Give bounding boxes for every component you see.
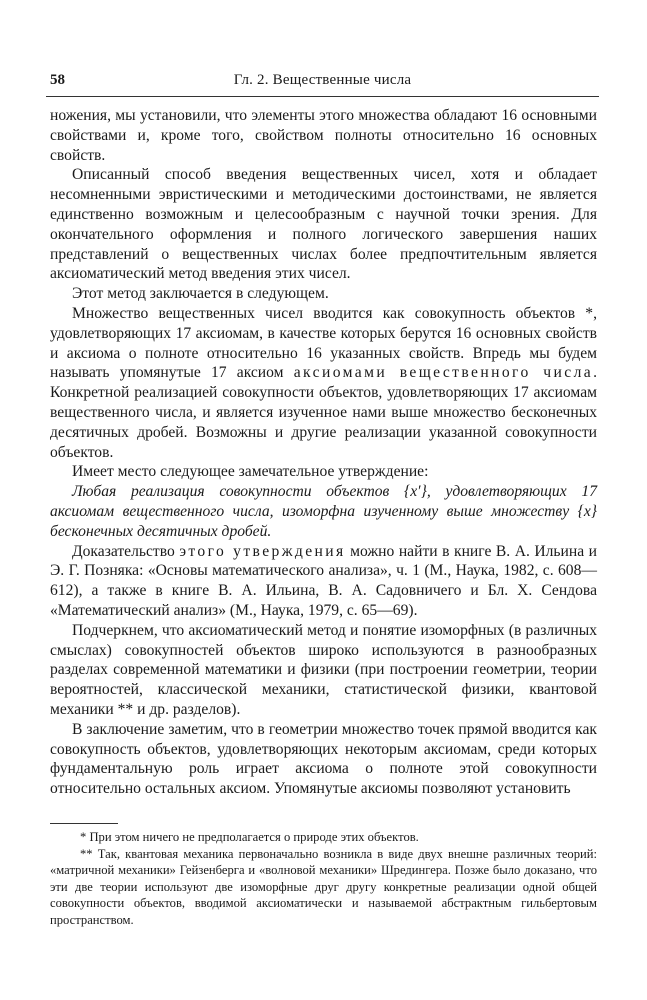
paragraph: Описанный способ введения вещественных чисел, хотя и обладает несомненными эвристическими и методическими достоинствами, не является единственно возможным и целесообразным с научной точки зрения. Для окончательного оформления и полного логического завершения наших представлений о вещественных числах более предпочтительным является аксиоматический метод введения этих чисел.: [50, 166, 597, 283]
paragraph-axioms: [50, 304, 597, 462]
paragraph: Имеет место следующее замечательное утверждение:: [72, 463, 429, 481]
main-text: [50, 106, 597, 799]
footnote: * При этом ничего не предполагается о природе этих объектов.: [80, 830, 419, 844]
text-run: Доказательство: [72, 542, 180, 560]
paragraph: Этот метод заключается в следующем.: [72, 285, 329, 303]
paragraph-continuation: ножения, мы установили, что элементы этого множества обладают 16 основными свойствами и, кроме того, свойством полноты относительно 16 основных свойств.: [50, 107, 597, 164]
page-header: [50, 72, 595, 94]
text-run: можно найти в книге В. А. Ильина и Э. Г. Позняка: «Основы математического анализа», ч. 1 (М., Наука, 1982, с. 608—612), а также в книге В. А. Ильина, В. А. Садовничего и Бл. Х. Сендова «Математический анализ» (М., Наука, 1979, с. 65—69).: [50, 542, 597, 619]
footnote-rule: [50, 823, 118, 824]
footnote: ** Так, квантовая механика первоначально возникла в виде двух внешне различных теорий: «матричной механики» Гейзенберга и «волновой механики» Шредингера. Позже было доказано, что эти две теории используют две изоморфные друг другу конкретные реализации одной общей совокупности объектов, вводимой аксиоматически и называемой абстрактным гильбертовым пространством.: [50, 846, 597, 927]
text-run: . Конкретной реализацией совокупности объектов, удовлетворяющих 17 аксиомам вещественного числа, и является изученное нами выше множество бесконечных десятичных дробей. Возможны и другие реализации указанной совокупности объектов.: [50, 364, 597, 461]
spaced-term: этого утверждения: [179, 542, 346, 560]
spaced-term: аксиомами вещественного числа: [293, 364, 594, 382]
running-head: Гл. 2. Вещественные числа: [233, 72, 412, 88]
header-rule: [46, 96, 599, 97]
page-number: 58: [50, 72, 65, 88]
paragraph: Подчеркнем, что аксиоматический метод и понятие изоморфных (в различных смыслах) совокупностей объектов широко используются в разнообразных разделах современной математики и физики (при построении геометрии, теории вероятностей, классической механики, статистической физики, квантовой механики ** и др. разделов).: [50, 621, 597, 718]
text-run: Множество вещественных чисел вводится как совокупность объектов *, удовлетворяющих 17 аксиомам, в качестве которых берутся 16 основных свойств и аксиома о полноте относительно 16 указанных свойств. Впредь мы будем называть упомянутые 17 аксиом: [50, 304, 597, 382]
paragraph: В заключение заметим, что в геометрии множество точек прямой вводится как совокупность объектов, удовлетворяющих некоторым аксиомам, среди которых фундаментальную роль играет аксиома о полноте этой совокупности относительно остальных аксиом. Упомянутые аксиомы позволяют установить: [50, 720, 597, 798]
paragraph-proof-reference: [50, 542, 597, 621]
footnotes: [50, 829, 597, 928]
theorem-statement: Любая реализация совокупности объектов {x′}, удовлетворяющих 17 аксиомам вещественного числа, изоморфна изученному выше множеству {x} бесконечных десятичных дробей.: [50, 483, 597, 540]
